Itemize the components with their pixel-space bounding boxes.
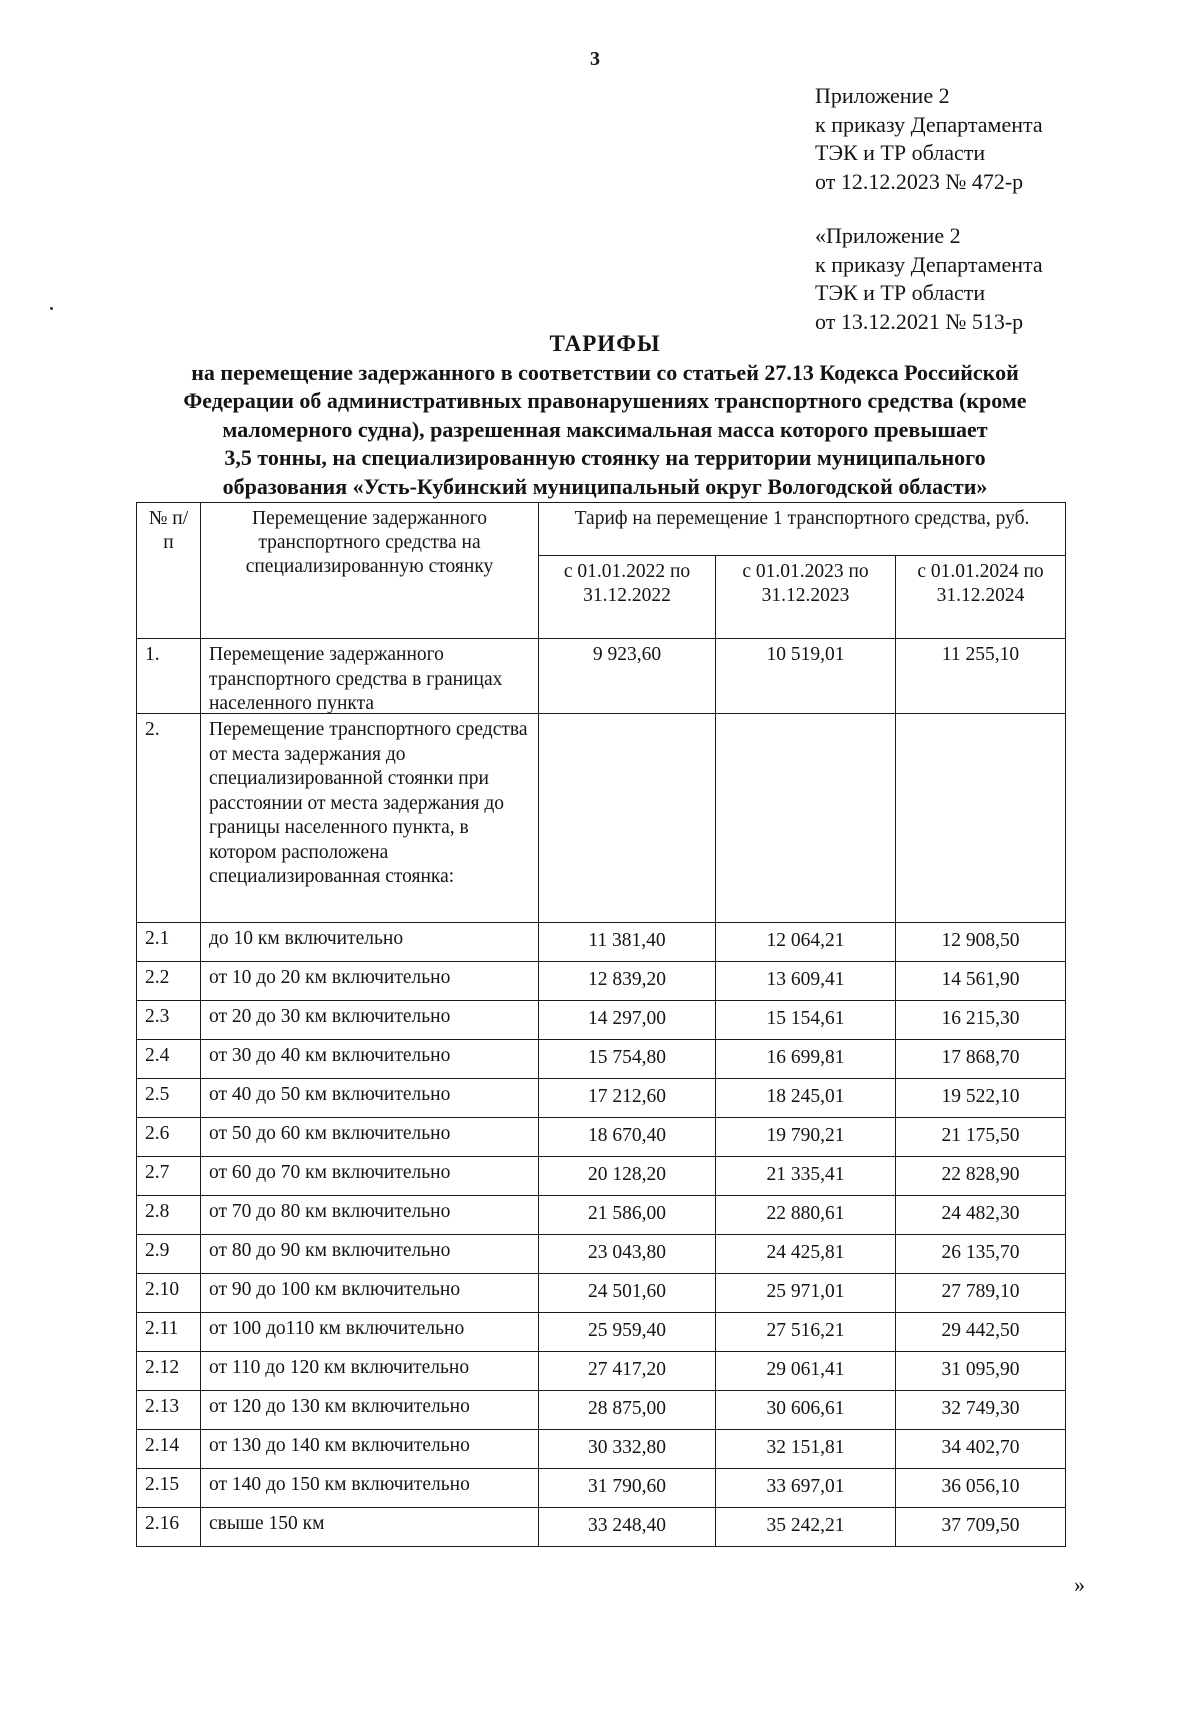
table-row [137,923,1066,962]
row-description: от 80 до 90 км включительно [201,1235,539,1274]
distance-rows [137,923,1066,1547]
row-value-2023: 21 335,41 [716,1157,896,1196]
table-row [137,1235,1066,1274]
row-value-2022: 18 670,40 [539,1118,716,1157]
row-value-2024: 26 135,70 [896,1235,1066,1274]
closing-quote: » [1074,1572,1085,1597]
title-line: 3,5 тонны, на специализированную стоянку на территории муниципального [224,445,986,470]
header-period-2023: с 01.01.2023 по 31.12.2023 [716,556,896,639]
annex-previous-line: «Приложение 2 [815,223,961,248]
row-value-2022: 23 043,80 [539,1235,716,1274]
row-value-2023: 16 699,81 [716,1040,896,1079]
header-period-2022: с 01.01.2022 по 31.12.2022 [539,556,716,639]
title-line: маломерного судна), разрешенная максимальная масса которого превышает [222,416,988,442]
table-row [137,1469,1066,1508]
row-value-2024: 37 709,50 [896,1508,1066,1547]
row-num: 2.4 [137,1040,201,1079]
row-num: 1. [137,639,201,714]
row-value-2023: 30 606,61 [716,1391,896,1430]
row-description: от 110 до 120 км включительно [201,1352,539,1391]
header-description: Перемещение задержанного транспортного средства на специализированную стоянку [201,503,539,639]
table-row [137,962,1066,1001]
table-row [137,1118,1066,1157]
row-value-2022: 33 248,40 [539,1508,716,1547]
row-value-2024: 29 442,50 [896,1313,1066,1352]
row-value-2023: 19 790,21 [716,1118,896,1157]
row-value-2024: 32 749,30 [896,1391,1066,1430]
row-num: 2. [137,714,201,923]
annex-previous-line: от 13.12.2021 № 513-р [815,308,1024,334]
row-value-2023: 27 516,21 [716,1313,896,1352]
row-description: свыше 150 км [201,1508,539,1547]
title-main: ТАРИФЫ [549,331,661,356]
row-num: 2.6 [137,1118,201,1157]
row-description: от 140 до 150 км включительно [201,1469,539,1508]
row-value-2023: 24 425,81 [716,1235,896,1274]
row-description: от 130 до 140 км включительно [201,1430,539,1469]
row-value-2022: 15 754,80 [539,1040,716,1079]
row-value-2022: 27 417,20 [539,1352,716,1391]
row-num: 2.12 [137,1352,201,1391]
annex-current-line: ТЭК и ТР области [815,140,986,165]
table-row [137,1352,1066,1391]
row-value-2024: 11 255,10 [896,639,1066,714]
annex-current-line: от 12.12.2023 № 472-р [815,168,1024,194]
title-line: на перемещение задержанного в соответствии со статьей 27.13 Кодекса Российской [191,359,1019,385]
row-value-2022: 31 790,60 [539,1469,716,1508]
table-row [137,1508,1066,1547]
table-row [137,1040,1066,1079]
row-value-2022: 28 875,00 [539,1391,716,1430]
row-num: 2.8 [137,1196,201,1235]
row-value-empty [896,714,1066,923]
row-value-2023: 15 154,61 [716,1001,896,1040]
header-num: № п/п [137,503,201,639]
row-description: от 120 до 130 км включительно [201,1391,539,1430]
row-value-2023: 13 609,41 [716,962,896,1001]
row-value-2022: 9 923,60 [539,639,716,714]
row-description: от 90 до 100 км включительно [201,1274,539,1313]
row-description [201,639,539,714]
annex-previous-line: ТЭК и ТР области [815,280,986,305]
table-row [137,1274,1066,1313]
row-description: от 10 до 20 км включительно [201,962,539,1001]
row-value-2024: 31 095,90 [896,1352,1066,1391]
row-num: 2.15 [137,1469,201,1508]
row-num: 2.14 [137,1430,201,1469]
row-num: 2.5 [137,1079,201,1118]
row-value-2023: 33 697,01 [716,1469,896,1508]
row-num: 2.11 [137,1313,201,1352]
table-row [137,1391,1066,1430]
row-num: 2.1 [137,923,201,962]
row-value-2023: 25 971,01 [716,1274,896,1313]
row-value-2024: 17 868,70 [896,1040,1066,1079]
table-row [137,714,1066,923]
row-value-2022: 12 839,20 [539,962,716,1001]
row-num: 2.3 [137,1001,201,1040]
row-value-2023: 10 519,01 [716,639,896,714]
annex-previous-line: к приказу Департамента [815,251,1043,277]
row-num: 2.16 [137,1508,201,1547]
row-value-2022: 17 212,60 [539,1079,716,1118]
row-value-2023: 29 061,41 [716,1352,896,1391]
scan-artifact-dot [50,307,53,310]
table-header-row [137,503,1066,556]
title-line: образования «Усть-Кубинский муниципальный округ Вологодской области» [222,473,988,499]
row-value-2022: 14 297,00 [539,1001,716,1040]
row-value-2023: 18 245,01 [716,1079,896,1118]
document-title [120,330,1090,501]
row-description: от 50 до 60 км включительно [201,1118,539,1157]
row-value-2022: 11 381,40 [539,923,716,962]
table-row [137,1157,1066,1196]
table-row [137,639,1066,714]
row-value-2023: 12 064,21 [716,923,896,962]
row-value-2022: 20 128,20 [539,1157,716,1196]
row-description: от 20 до 30 км включительно [201,1001,539,1040]
header-period-2024: с 01.01.2024 по 31.12.2024 [896,556,1066,639]
table-row [137,1001,1066,1040]
row-description [201,714,539,923]
table-row [137,1313,1066,1352]
row-value-2022: 30 332,80 [539,1430,716,1469]
row-description-text: Перемещение транспортного средства от места задержания до специализированной стоянки при расстоянии от места задержания до границы населенного пункта, в котором расположена специализированная стоянка: [209,719,528,887]
row-value-2024: 19 522,10 [896,1079,1066,1118]
row-value-empty [539,714,716,923]
annex-current-line: Приложение 2 [815,83,950,108]
row-value-2024: 34 402,70 [896,1430,1066,1469]
row-value-2024: 12 908,50 [896,923,1066,962]
page-number: 3 [590,48,600,70]
row-num: 2.7 [137,1157,201,1196]
row-value-2022: 24 501,60 [539,1274,716,1313]
annex-current-line: к приказу Департамента [815,111,1043,137]
row-value-2023: 22 880,61 [716,1196,896,1235]
row-value-2024: 14 561,90 [896,962,1066,1001]
row-num: 2.13 [137,1391,201,1430]
row-num: 2.9 [137,1235,201,1274]
row-value-2024: 36 056,10 [896,1469,1066,1508]
row-value-2024: 22 828,90 [896,1157,1066,1196]
row-description: от 100 до110 км включительно [201,1313,539,1352]
annex-current [815,82,1043,196]
header-tariff-group: Тариф на перемещение 1 транспортного средства, руб. [539,503,1066,556]
row-value-2022: 21 586,00 [539,1196,716,1235]
row-value-2024: 24 482,30 [896,1196,1066,1235]
annex-previous [815,222,1043,336]
row-description: от 60 до 70 км включительно [201,1157,539,1196]
row-num: 2.2 [137,962,201,1001]
table-row [137,1430,1066,1469]
row-value-2024: 27 789,10 [896,1274,1066,1313]
row-description-text: Перемещение задержанного транспортного средства в границах населенного пункта [209,644,503,714]
row-value-2024: 21 175,50 [896,1118,1066,1157]
row-value-2023: 35 242,21 [716,1508,896,1547]
row-value-2022: 25 959,40 [539,1313,716,1352]
table-row [137,1079,1066,1118]
row-description: от 70 до 80 км включительно [201,1196,539,1235]
row-num: 2.10 [137,1274,201,1313]
row-description: до 10 км включительно [201,923,539,962]
row-value-2023: 32 151,81 [716,1430,896,1469]
row-value-2024: 16 215,30 [896,1001,1066,1040]
row-value-empty [716,714,896,923]
row-description: от 40 до 50 км включительно [201,1079,539,1118]
row-description: от 30 до 40 км включительно [201,1040,539,1079]
table-row [137,1196,1066,1235]
title-line: Федерации об административных правонарушениях транспортного средства (кроме [183,388,1027,413]
tariffs-table [136,502,1066,1547]
